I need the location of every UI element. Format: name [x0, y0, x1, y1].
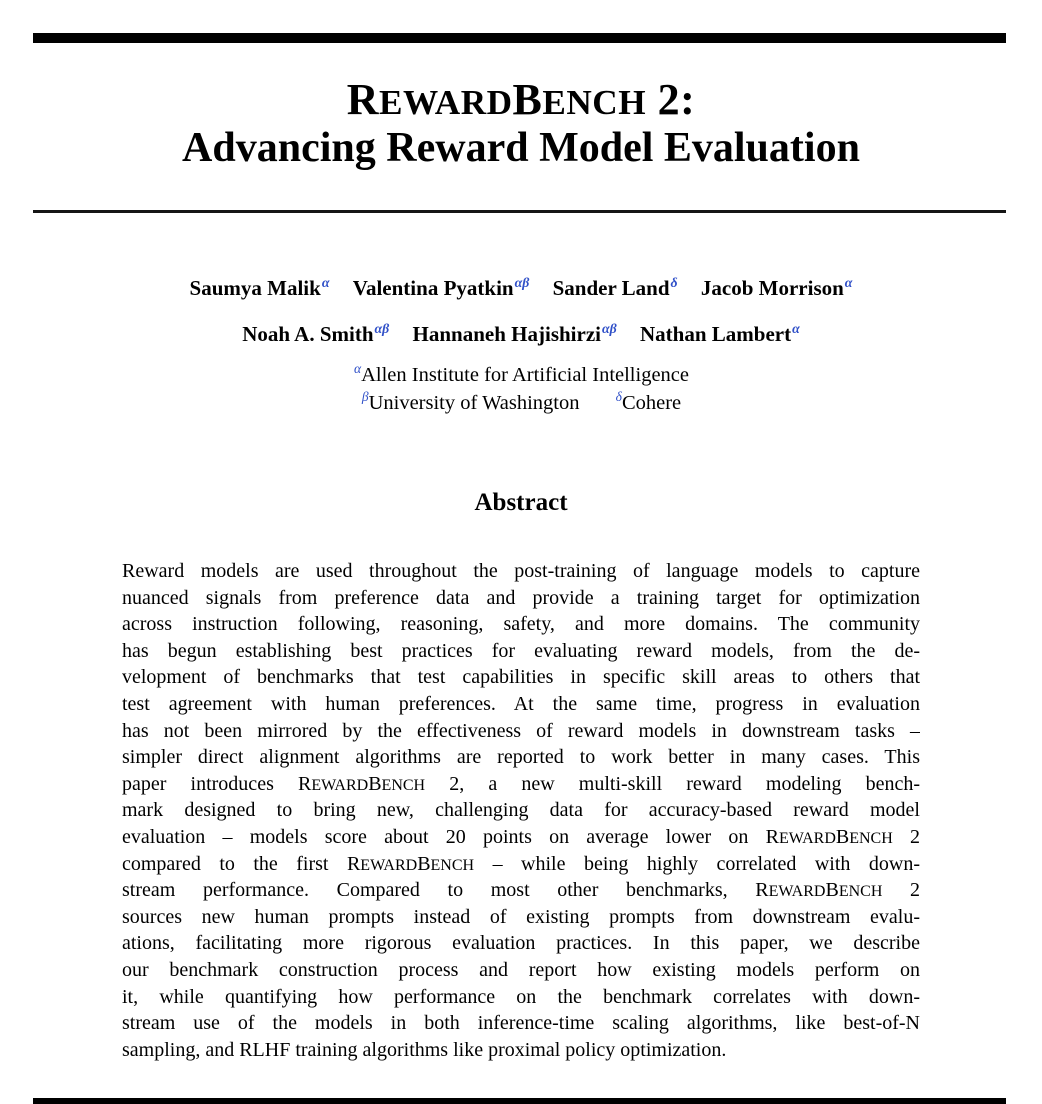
author-name: Hannaneh Hajishirzi$^{\alpha\beta}$ — [412, 321, 617, 346]
abstract-line: ations, facilitating more rigorous evaluation practices. In this paper, we describe — [122, 932, 920, 955]
author-affiliation-marker: α — [321, 275, 330, 290]
author-affiliation-marker: α — [792, 321, 800, 336]
abstract-line: has begun establishing best practices for evaluating reward models, from the de- — [122, 639, 920, 662]
author-affiliation-marker: δ — [670, 275, 678, 290]
affiliations-line-2 — [0, 389, 1042, 415]
author-name: Noah A. Smith$^{\alpha\beta}$ — [242, 321, 390, 346]
author-affiliation-marker: α — [844, 275, 853, 290]
abstract-line: paper introduces REWARDBENCH 2, a new multi-skill reward modeling bench- — [122, 772, 920, 795]
affiliation: $^\delta$Cohere — [615, 389, 682, 414]
abstract-line: velopment of benchmarks that test capabilities in specific skill areas to others that — [122, 666, 920, 689]
title-bottom-rule — [33, 210, 1006, 213]
abstract-line: our benchmark construction process and report how existing models perform on — [122, 958, 920, 981]
bottom-page-rule — [33, 1098, 1006, 1104]
affiliation-marker: δ — [615, 389, 622, 405]
author-affiliation-marker: αβ — [601, 321, 617, 336]
author-name: Nathan Lambert$^\alpha$ — [640, 321, 800, 346]
affiliation: $^\alpha$Allen Institute for Artificial Intelligence — [354, 361, 689, 386]
author-affiliation-marker: αβ — [374, 321, 390, 336]
abstract-line: compared to the first REWARDBENCH – while being highly correlated with down- — [122, 852, 920, 875]
affiliation-marker: α — [354, 361, 362, 377]
abstract-line: evaluation – models score about 20 points on average lower on REWARDBENCH 2 — [122, 825, 920, 848]
author-name: Saumya Malik$^\alpha$ — [189, 275, 330, 300]
authors-row-2 — [0, 322, 1042, 347]
affiliations-line-1 — [0, 361, 1042, 387]
affiliation-marker: β — [361, 389, 369, 405]
abstract-line: it, while quantifying how performance on the benchmark correlates with down- — [122, 985, 920, 1008]
author-name: Valentina Pyatkin$^{\alpha\beta}$ — [352, 275, 530, 300]
author-name: Sander Land$^\delta$ — [552, 275, 678, 300]
abstract-body — [122, 558, 920, 1063]
paper-title-line1: REWARDBENCH 2: — [346, 75, 696, 124]
author-affiliation-marker: αβ — [514, 275, 530, 290]
authors-row-1 — [0, 276, 1042, 301]
abstract-line: stream performance. Compared to most other benchmarks, REWARDBENCH 2 — [122, 879, 920, 902]
abstract-line: Reward models are used throughout the post-training of language models to capture — [122, 560, 920, 582]
abstract-line: sources new human prompts instead of existing prompts from downstream evalu- — [122, 905, 920, 928]
abstract-line: stream use of the models in both inference-time scaling algorithms, like best-of-N — [122, 1012, 920, 1035]
abstract-line: mark designed to bring new, challenging data for accuracy-based reward model — [122, 799, 920, 822]
abstract-line: simpler direct alignment algorithms are reported to work better in many cases. This — [122, 746, 920, 769]
top-title-rule — [33, 33, 1006, 43]
affiliation: $^\beta$University of Washington — [361, 389, 580, 414]
abstract-line: has not been mirrored by the effectiveness of reward models in downstream tasks – — [122, 719, 920, 742]
abstract-line: across instruction following, reasoning, safety, and more domains. The community — [122, 613, 920, 636]
abstract-line: nuanced signals from preference data and provide a training target for optimization — [122, 586, 920, 609]
paper-title-line2: Advancing Reward Model Evaluation — [182, 125, 860, 171]
author-name: Jacob Morrison$^\alpha$ — [700, 275, 853, 300]
abstract-line: test agreement with human preferences. At the same time, progress in evaluation — [122, 692, 920, 715]
abstract-line: sampling, and RLHF training algorithms like proximal policy optimization. — [122, 1038, 727, 1061]
abstract-heading: Abstract — [474, 489, 568, 516]
